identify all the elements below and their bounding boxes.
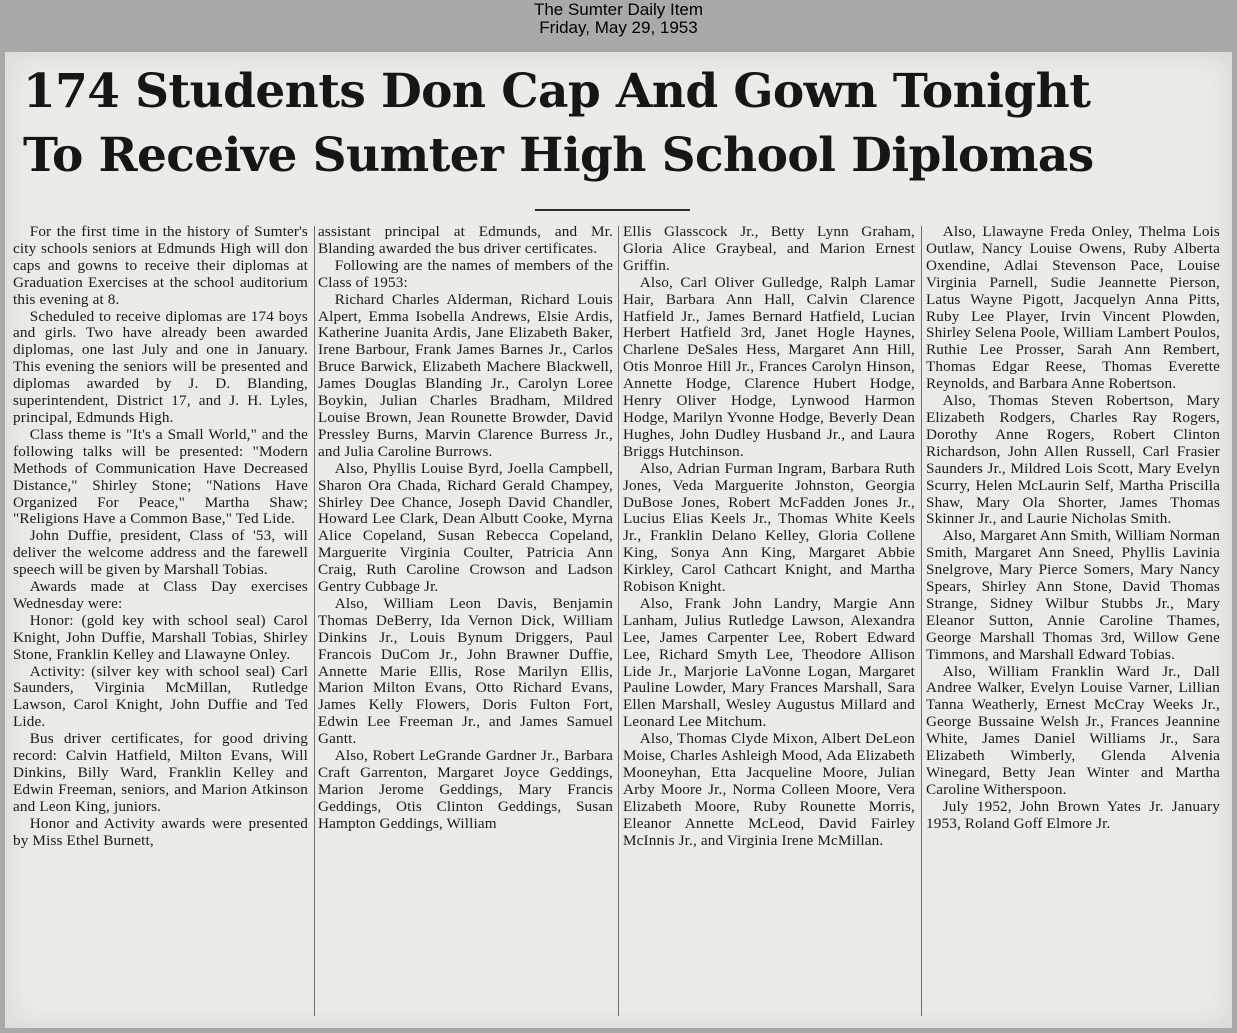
paragraph: Following are the names of members of the Class of 1953: xyxy=(318,256,613,291)
paragraph: Activity: (silver key with school seal) Carl Saunders, Virginia McMillan, Rutledge Lawson, Carol Knight, John Duffie and Ted Lide. xyxy=(13,662,308,731)
paragraph: Also, Margaret Ann Smith, William Norman Smith, Margaret Ann Sneed, Phyllis Lavinia Snelgrove, Mary Pierce Somers, Mary Nancy Spears, Shirley Ann Stone, David Thomas Strange, Sidney Wilbur Stubbs Jr., Mary Eleanor Sutton, Annie Caroline Thames, George Marshall Thomas 3rd, Willow Gene Timmons, and Marshall Edward Tobias. xyxy=(926,527,1220,663)
headline-line-1: 174 Students Don Cap And Gown Tonight xyxy=(23,64,1091,119)
image-caption xyxy=(0,0,1237,49)
publication-date: Friday, May 29, 1953 xyxy=(539,18,698,37)
paragraph: July 1952, John Brown Yates Jr. January 1953, Roland Goff Elmore Jr. xyxy=(926,797,1220,832)
paragraph: Also, Thomas Steven Robertson, Mary Elizabeth Rodgers, Charles Ray Rogers, Dorothy Anne Rogers, Robert Clinton Richardson, John Allen Russell, Carl Frasier Saunders Jr., Mildred Lois Scott, Mary Evelyn Scurry, Helen McLaurin Self, Martha Priscilla Shaw, Mary Ola Shorter, James Thomas Skinner Jr., and Laurie Nicholas Smith. xyxy=(926,392,1220,528)
article-column-3 xyxy=(623,224,915,1024)
paragraph: Also, Frank John Landry, Margie Ann Lanham, Julius Rutledge Lawson, Alexandra Lee, James Carpenter Lee, Robert Edward Lee, Richard Smyth Lee, Theodore Allison Lide Jr., Marjorie LaVonne Logan, Margaret Pauline Lowder, Mary Frances Marshall, Sara Ellen Marshall, Wesley Augustus Millard and Leonard Lee Mitchum. xyxy=(623,594,915,731)
paragraph: Also, Robert LeGrande Gardner Jr., Barbara Craft Garrenton, Margaret Joyce Geddings, Marion Jerome Geddings, Mary Francis Geddings, Otis Clinton Geddings, Susan Hampton Geddings, William xyxy=(318,747,613,832)
paragraph: Honor: (gold key with school seal) Carol Knight, John Duffie, Marshall Tobias, Shirley Stone, Franklin Kelley and Llawayne Onley. xyxy=(13,611,308,663)
paragraph: Ellis Glasscock Jr., Betty Lynn Graham, Gloria Alice Graybeal, and Marion Ernest Griffin. xyxy=(623,224,915,274)
paragraph: Also, Phyllis Louise Byrd, Joella Campbell, Sharon Ora Chada, Richard Gerald Champey, Shirley Dee Chance, Joseph David Chandler, Howard Lee Clark, Dean Albutt Cooke, Myrna Alice Copeland, Susan Rebecca Copeland, Marguerite Virginia Coulter, Patricia Ann Craig, Ruth Caroline Crowson and Ladson Gentry Cubbage Jr. xyxy=(318,459,613,596)
paragraph: For the first time in the history of Sumter's city schools seniors at Edmunds High will don caps and gowns to receive their diplomas at Graduation Exercises at the school auditorium this evening at 8. xyxy=(13,224,308,308)
paragraph: Also, William Franklin Ward Jr., Dall Andree Walker, Evelyn Louise Varner, Lillian Tanna Weatherly, Ernest McCray Weeks Jr., George Bussaine Welsh Jr., Frances Jeannine White, James Daniel Williams Jr., Sara Elizabeth Wimberly, Glenda Alvenia Winegard, Betty Jean Winter and Martha Caroline Witherspoon. xyxy=(926,662,1220,798)
paragraph: John Duffie, president, Class of '53, will deliver the welcome address and the farewell speech will be given by Marshall Tobias. xyxy=(13,527,308,579)
paragraph: Also, William Leon Davis, Benjamin Thomas DeBerry, Ida Vernon Dick, William Dinkins Jr., Louis Bynum Driggers, Paul Francois DuCom Jr., John Brawner Duffie, Annette Marie Ellis, Rose Marilyn Ellis, Marion Milton Evans, Otto Richard Evans, James Kelly Flowers, Doris Fulton Fort, Edwin Lee Freeman Jr., and James Samuel Gantt. xyxy=(318,594,613,748)
paragraph: Scheduled to receive diplomas are 174 boys and girls. Two have already been awarded diplomas, one last July and one in January. This evening the seniors will be presented and diplomas awarded by J. D. Blanding, superintendent, District 17, and J. H. Lyles, principal, Edmunds High. xyxy=(13,307,308,426)
article-column-4 xyxy=(926,224,1220,1024)
paragraph: Richard Charles Alderman, Richard Louis Alpert, Emma Isobella Andrews, Elsie Ardis, Katherine Juanita Ardis, Jane Elizabeth Baker, Irene Barbour, Frank James Barnes Jr., Carlos Bruce Barwick, Elizabeth Machere Blackwell, James Douglas Blanding Jr., Carolyn Loree Boykin, Julian Charles Bradham, Mildred Louise Brown, Jean Rounette Browder, David Pressley Burns, Marvin Clarence Burress Jr., and Julia Caroline Burrows. xyxy=(318,290,613,460)
paragraph: Also, Adrian Furman Ingram, Barbara Ruth Jones, Veda Marguerite Johnston, Georgia DuBose Jones, Robert McFadden Jones Jr., Lucius Elias Keels Jr., Thomas White Keels Jr., Franklin Delano Kelley, Gloria Collene King, Sonya Ann King, Margaret Abbie Kirkley, Carol Cathcart Knight, and Martha Robison Knight. xyxy=(623,459,915,596)
paragraph: Awards made at Class Day exercises Wednesday were: xyxy=(13,578,308,612)
paragraph: Bus driver certificates, for good driving record: Calvin Hatfield, Milton Evans, Will Dinkins, Billy Ward, Franklin Kelley and Edwin Freeman, seniors, and Marion Atkinson and Leon King, juniors. xyxy=(13,730,308,815)
newspaper-clipping xyxy=(5,52,1232,1028)
column-divider xyxy=(314,226,315,1016)
article-column-2 xyxy=(318,224,613,1024)
paragraph: Also, Thomas Clyde Mixon, Albert DeLeon Moise, Charles Ashleigh Mood, Ada Elizabeth Mooneyhan, Etta Jacqueline Moore, Julian Arby Moore Jr., Norma Colleen Moore, Vera Elizabeth Moore, Ruby Rounette Morris, Eleanor Annette McLeod, David Fairley McInnis Jr., and Virginia Irene McMillan. xyxy=(623,730,915,849)
article-column-1 xyxy=(13,224,308,1024)
paragraph: Also, Llawayne Freda Onley, Thelma Lois Outlaw, Nancy Louise Owens, Ruby Alberta Oxendine, Adlai Stevenson Pace, Louise Virginia Parnell, Sudie Jeannette Pierson, Latus Wayne Pigott, Jacquelyn Anna Pitts, Ruby Lee Player, Irvin Vincent Plowden, Shirley Selena Poole, William Lambert Poulos, Ruthie Lee Prosser, Sarah Ann Rembert, Thomas Edgar Reese, Thomas Everette Reynolds, and Barbara Anne Robertson. xyxy=(926,224,1220,393)
headline-rule xyxy=(535,209,690,211)
headline-line-2: To Receive Sumter High School Diplomas xyxy=(23,128,1094,183)
paragraph: assistant principal at Edmunds, and Mr. Blanding awarded the bus driver certificates. xyxy=(318,224,613,257)
newspaper-name: The Sumter Daily Item xyxy=(533,0,704,19)
paragraph: Honor and Activity awards were presented by Miss Ethel Burnett, xyxy=(13,814,308,849)
paragraph: Also, Carl Oliver Gulledge, Ralph Lamar Hair, Barbara Ann Hall, Calvin Clarence Hatfield Jr., James Bernard Hatfield, Lucian Herbert Hatfield 3rd, Janet Hogle Haynes, Charlene DeSales Hess, Margaret Ann Hill, Otis Monroe Hill Jr., Frances Carolyn Hinson, Annette Hodge, Clarence Hubert Hodge, Henry Oliver Hodge, Lynwood Harmon Hodge, Marilyn Yvonne Hodge, Beverly Dean Hughes, John Dudley Husband Jr., and Laura Briggs Hutchinson. xyxy=(623,273,915,460)
paragraph: Class theme is "It's a Small World," and the following talks will be presented: "Modern Methods of Communication Have Decreased Distance," Shirley Stone; "Nations Have Organized For Peace," Martha Shaw; "Religions Have a Common Base," Ted Lide. xyxy=(13,425,308,528)
headline xyxy=(23,60,1218,188)
column-divider xyxy=(618,226,619,1016)
column-divider xyxy=(921,226,922,1016)
